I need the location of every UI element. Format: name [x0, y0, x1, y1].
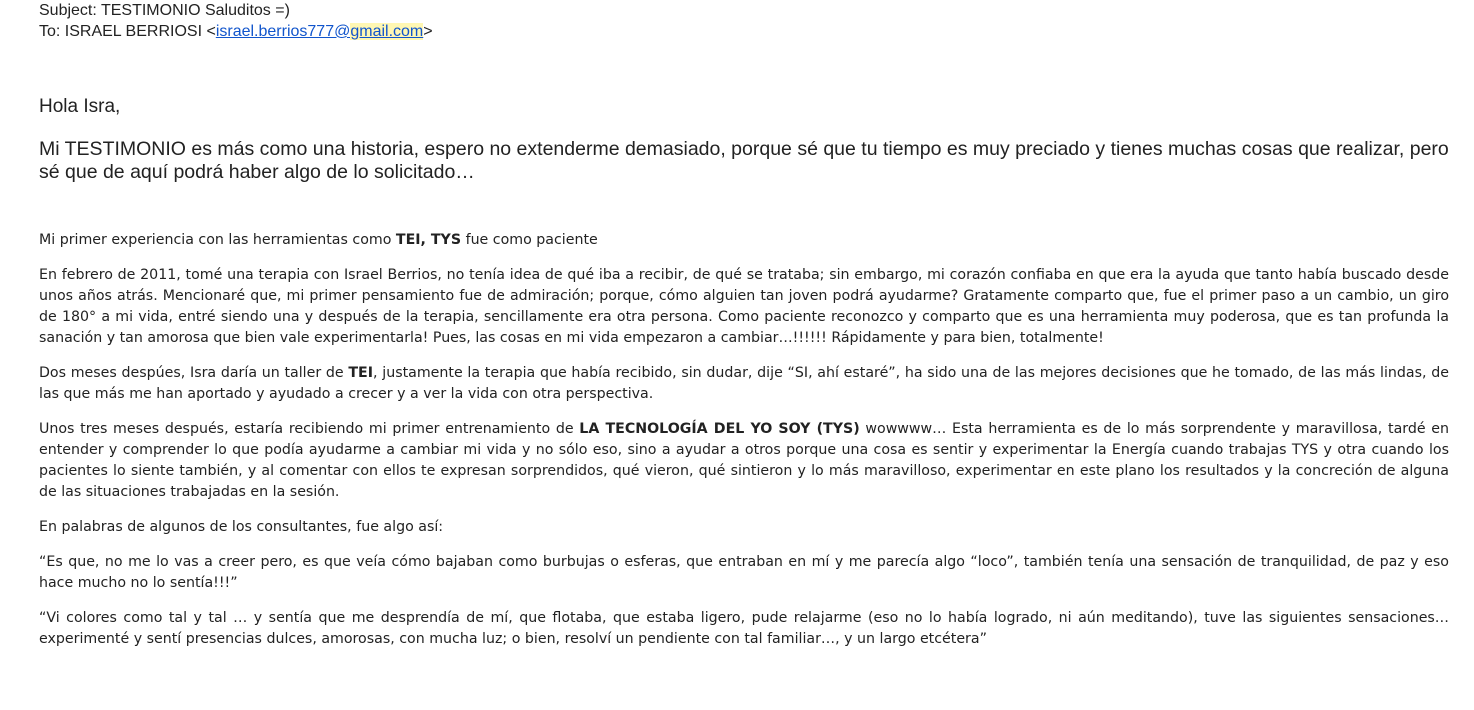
message-body — [39, 230, 1449, 650]
paragraph-first-experience — [39, 230, 1449, 251]
p4-text-c: wowwww… Esta herramienta es de lo más sorprendente y maravillosa, tardé en entender y comprender lo que podía ayudarme a cambiar mi vida y no sólo eso, sino a ayudar a otros porque una cosa es sentir y experimentar la Energía cuando trabajas TYS y otra cuando los pacientes lo siente también, y al comentar con ellos te expresan sorprendidos, qué vieron, qué sintieron y lo más maravilloso, experimentar en este plano los resultados y la concreción de alguna de las situaciones trabajadas en la sesión. — [39, 421, 1450, 500]
p1-text-c: fue como paciente — [461, 232, 598, 248]
paragraph-tys-training — [39, 419, 1449, 503]
subject-line: Subject: TESTIMONIO Saluditos =) — [39, 2, 290, 19]
p4-bold: LA TECNOLOGÍA DEL YO SOY (TYS) — [579, 421, 860, 437]
p4-text-a: Unos tres meses después, estaría recibiendo mi primer entrenamiento de — [39, 421, 580, 437]
email-domain: gmail.com — [350, 23, 424, 40]
intro-paragraph: Mi TESTIMONIO es más como una historia, espero no extenderme demasiado, porque sé que tu tiempo es muy preciado y tienes muchas cosas que realizar, pero sé que de aquí podrá haber algo de lo solicitado… — [39, 138, 1449, 183]
p3-text-a: Dos meses despúes, Isra daría un taller de — [39, 365, 349, 381]
email-user: israel.berrios777@ — [215, 23, 351, 40]
recipient-email-link[interactable] — [216, 23, 423, 40]
paragraph-quote-colors: “Vi colores como tal y tal … y sentía que me desprendía de mí, que flotaba, que estaba ligero, pude relajarme (eso no lo había logrado, ni aún meditando), tuve las siguientes sensaciones… experimenté y sentí presencias dulces, amorosas, con mucha luz; o bien, resolví un pendiente con tal familiar…, y un largo etcétera” — [39, 610, 1449, 647]
to-line — [39, 21, 1449, 42]
paragraph-quote-bubbles: “Es que, no me lo vas a creer pero, es que veía cómo bajaban como burbujas o esferas, que entraban en mí y me parecía algo “loco”, también tenía una sensación de tranquilidad, de paz y eso hace mucho no lo sentía!!!” — [39, 554, 1449, 591]
email-document — [39, 0, 1449, 664]
paragraph-consultants-words: En palabras de algunos de los consultantes, fue algo así: — [39, 519, 444, 535]
paragraph-february-therapy: En febrero de 2011, tomé una terapia con Israel Berrios, no tenía idea de qué iba a recibir, de qué se trataba; sin embargo, mi corazón confiaba en que era la ayuda que tanto había buscado desde unos años atrás. Mencionaré que, mi primer pensamiento fue de admiración; porque, cómo alguien tan joven podrá ayudarme? Gratamente comparto que, fue el primer paso a un cambio, un giro de 180° a mi vida, entré siendo una y después de la terapia, sencillamente era otra persona. Como paciente reconozco y comparto que es una herramienta muy poderosa, que es tan profunda la sanación y tan amorosa que bien vale experimentarla! Pues, las cosas en mi vida empezaron a cambiar…!!!!!! Rápidamente y para bien, totalmente! — [39, 267, 1449, 346]
p1-bold: TEI, TYS — [395, 232, 462, 248]
email-header — [39, 0, 1449, 42]
p1-text-a: Mi primer experiencia con las herramientas como — [39, 232, 396, 248]
p3-text-c: , justamente la terapia que había recibido, sin dudar, dije “SI, ahí estaré”, ha sido una de las mejores decisiones que he tomado, de las más lindas, de las que más me han aportado y ayudado a crecer y a ver la vida con otra perspectiva. — [39, 365, 1449, 402]
p3-bold: TEI — [348, 365, 374, 381]
to-suffix: > — [423, 23, 433, 40]
paragraph-tei-workshop — [39, 363, 1449, 405]
greeting: Hola Isra, — [39, 96, 121, 117]
to-prefix: To: ISRAEL BERRIOSI < — [39, 23, 216, 40]
